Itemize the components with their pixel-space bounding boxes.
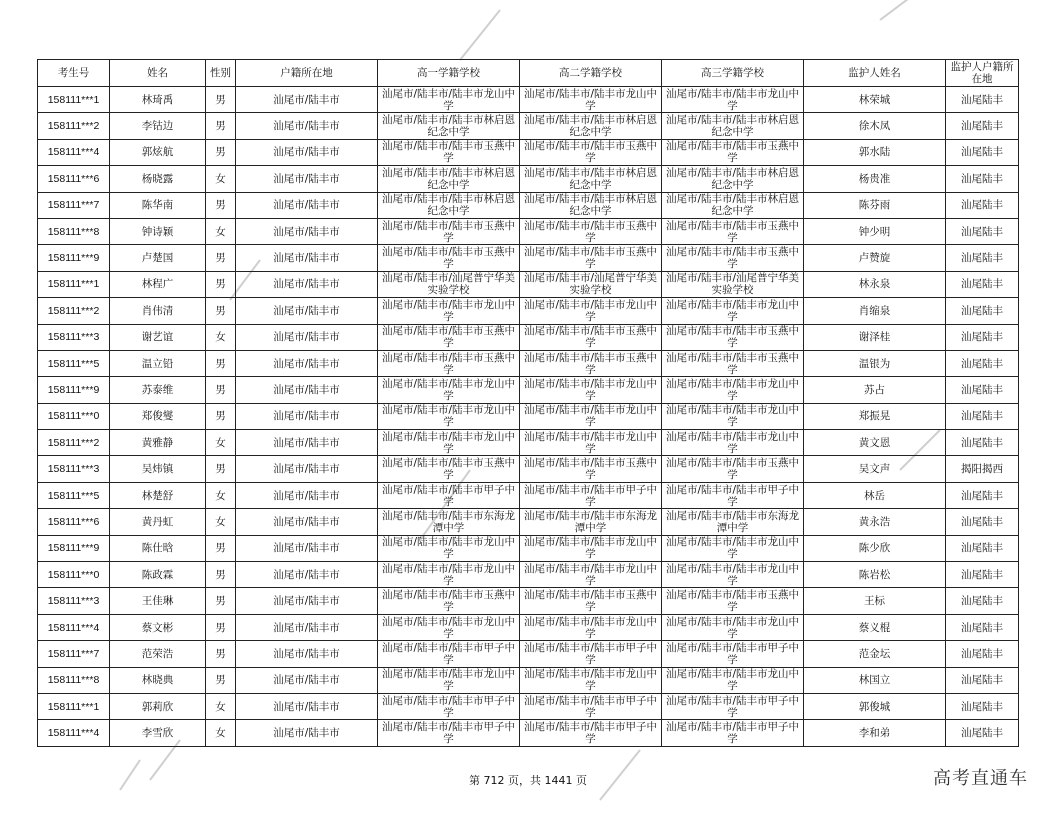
gender-cell: 男 bbox=[206, 377, 236, 403]
candidate-table bbox=[37, 59, 1019, 747]
grade3-school-cell: 汕尾市/陆丰市/陆丰市龙山中学 bbox=[662, 298, 804, 324]
grade1-school-cell: 汕尾市/陆丰市/陆丰市玉燕中学 bbox=[378, 456, 520, 482]
table-row bbox=[38, 456, 1019, 482]
guardian-household-cell: 汕尾陆丰 bbox=[946, 535, 1019, 561]
grade2-school-cell: 汕尾市/陆丰市/陆丰市玉燕中学 bbox=[520, 218, 662, 244]
candidate-id-cell: 158111***0 bbox=[38, 562, 110, 588]
candidate-id-cell: 158111***1 bbox=[38, 693, 110, 719]
grade1-school-cell: 汕尾市/陆丰市/陆丰市玉燕中学 bbox=[378, 218, 520, 244]
guardian-household-cell: 汕尾陆丰 bbox=[946, 218, 1019, 244]
candidate-id-cell: 158111***2 bbox=[38, 430, 110, 456]
grade1-school-cell: 汕尾市/陆丰市/陆丰市龙山中学 bbox=[378, 403, 520, 429]
household-location-cell: 汕尾市/陆丰市 bbox=[236, 377, 378, 403]
brand-watermark-label: 高考直通车 bbox=[933, 768, 1028, 789]
household-location-cell: 汕尾市/陆丰市 bbox=[236, 588, 378, 614]
grade2-school-cell: 汕尾市/陆丰市/陆丰市龙山中学 bbox=[520, 667, 662, 693]
household-location-cell: 汕尾市/陆丰市 bbox=[236, 667, 378, 693]
gender-cell: 女 bbox=[206, 430, 236, 456]
table-row bbox=[38, 377, 1019, 403]
guardian-name-cell: 林荣城 bbox=[804, 87, 946, 113]
name-cell: 郭莉欣 bbox=[110, 693, 206, 719]
guardian-name-cell: 陈岩松 bbox=[804, 562, 946, 588]
guardian-household-cell: 汕尾陆丰 bbox=[946, 430, 1019, 456]
grade3-school-cell: 汕尾市/陆丰市/陆丰市甲子中学 bbox=[662, 693, 804, 719]
grade3-school-cell: 汕尾市/陆丰市/陆丰市龙山中学 bbox=[662, 667, 804, 693]
table-row bbox=[38, 271, 1019, 297]
grade3-school-cell: 汕尾市/陆丰市/陆丰市玉燕中学 bbox=[662, 324, 804, 350]
guardian-household-cell: 汕尾陆丰 bbox=[946, 720, 1019, 746]
guardian-household-cell: 汕尾陆丰 bbox=[946, 377, 1019, 403]
candidate-id-cell: 158111***9 bbox=[38, 377, 110, 403]
household-location-cell: 汕尾市/陆丰市 bbox=[236, 641, 378, 667]
grade2-school-cell: 汕尾市/陆丰市/陆丰市龙山中学 bbox=[520, 614, 662, 640]
name-cell: 林晓典 bbox=[110, 667, 206, 693]
name-cell: 王佳琳 bbox=[110, 588, 206, 614]
guardian-household-cell: 汕尾陆丰 bbox=[946, 482, 1019, 508]
household-location-cell: 汕尾市/陆丰市 bbox=[236, 720, 378, 746]
guardian-household-cell: 汕尾陆丰 bbox=[946, 87, 1019, 113]
grade1-school-cell: 汕尾市/陆丰市/陆丰市龙山中学 bbox=[378, 87, 520, 113]
guardian-household-cell: 汕尾陆丰 bbox=[946, 113, 1019, 139]
household-location-cell: 汕尾市/陆丰市 bbox=[236, 482, 378, 508]
grade2-school-cell: 汕尾市/陆丰市/陆丰市龙山中学 bbox=[520, 535, 662, 561]
grade1-school-cell: 汕尾市/陆丰市/陆丰市龙山中学 bbox=[378, 614, 520, 640]
household-location-cell: 汕尾市/陆丰市 bbox=[236, 509, 378, 535]
grade3-school-cell: 汕尾市/陆丰市/陆丰市龙山中学 bbox=[662, 535, 804, 561]
grade2-school-cell: 汕尾市/陆丰市/陆丰市玉燕中学 bbox=[520, 456, 662, 482]
household-location-cell: 汕尾市/陆丰市 bbox=[236, 245, 378, 271]
gender-cell: 女 bbox=[206, 218, 236, 244]
grade2-school-cell: 汕尾市/陆丰市/陆丰市玉燕中学 bbox=[520, 139, 662, 165]
gender-cell: 男 bbox=[206, 87, 236, 113]
gender-cell: 男 bbox=[206, 139, 236, 165]
candidate-id-cell: 158111***1 bbox=[38, 87, 110, 113]
name-cell: 卢楚国 bbox=[110, 245, 206, 271]
table-row bbox=[38, 298, 1019, 324]
candidate-id-cell: 158111***3 bbox=[38, 456, 110, 482]
gender-cell: 女 bbox=[206, 482, 236, 508]
household-location-cell: 汕尾市/陆丰市 bbox=[236, 456, 378, 482]
guardian-household-cell: 汕尾陆丰 bbox=[946, 693, 1019, 719]
column-header: 高一学籍学校 bbox=[378, 60, 520, 87]
name-cell: 陈政霖 bbox=[110, 562, 206, 588]
guardian-name-cell: 郭俊城 bbox=[804, 693, 946, 719]
gender-cell: 男 bbox=[206, 641, 236, 667]
candidate-id-cell: 158111***2 bbox=[38, 113, 110, 139]
table-row bbox=[38, 693, 1019, 719]
grade2-school-cell: 汕尾市/陆丰市/陆丰市甲子中学 bbox=[520, 693, 662, 719]
grade1-school-cell: 汕尾市/陆丰市/陆丰市龙山中学 bbox=[378, 667, 520, 693]
grade3-school-cell: 汕尾市/陆丰市/陆丰市龙山中学 bbox=[662, 430, 804, 456]
guardian-name-cell: 李和弟 bbox=[804, 720, 946, 746]
guardian-name-cell: 肖缩泉 bbox=[804, 298, 946, 324]
grade1-school-cell: 汕尾市/陆丰市/陆丰市玉燕中学 bbox=[378, 245, 520, 271]
gender-cell: 女 bbox=[206, 166, 236, 192]
grade1-school-cell: 汕尾市/陆丰市/陆丰市玉燕中学 bbox=[378, 139, 520, 165]
grade1-school-cell: 汕尾市/陆丰市/陆丰市甲子中学 bbox=[378, 693, 520, 719]
candidate-id-cell: 158111***9 bbox=[38, 535, 110, 561]
column-header: 户籍所在地 bbox=[236, 60, 378, 87]
column-header: 考生号 bbox=[38, 60, 110, 87]
guardian-household-cell: 汕尾陆丰 bbox=[946, 588, 1019, 614]
guardian-household-cell: 揭阳揭西 bbox=[946, 456, 1019, 482]
name-cell: 陈仕晗 bbox=[110, 535, 206, 561]
grade2-school-cell: 汕尾市/陆丰市/陆丰市玉燕中学 bbox=[520, 350, 662, 376]
guardian-name-cell: 陈少欣 bbox=[804, 535, 946, 561]
household-location-cell: 汕尾市/陆丰市 bbox=[236, 693, 378, 719]
table-header bbox=[38, 60, 1019, 87]
candidate-id-cell: 158111***0 bbox=[38, 403, 110, 429]
table-row bbox=[38, 562, 1019, 588]
guardian-household-cell: 汕尾陆丰 bbox=[946, 667, 1019, 693]
guardian-name-cell: 吴文声 bbox=[804, 456, 946, 482]
grade2-school-cell: 汕尾市/陆丰市/陆丰市甲子中学 bbox=[520, 641, 662, 667]
column-header: 监护人姓名 bbox=[804, 60, 946, 87]
gender-cell: 男 bbox=[206, 350, 236, 376]
household-location-cell: 汕尾市/陆丰市 bbox=[236, 113, 378, 139]
name-cell: 钟诗颖 bbox=[110, 218, 206, 244]
guardian-name-cell: 黄永浩 bbox=[804, 509, 946, 535]
grade3-school-cell: 汕尾市/陆丰市/陆丰市甲子中学 bbox=[662, 482, 804, 508]
gender-cell: 男 bbox=[206, 298, 236, 324]
gender-cell: 女 bbox=[206, 509, 236, 535]
gender-cell: 男 bbox=[206, 614, 236, 640]
grade2-school-cell: 汕尾市/陆丰市/陆丰市龙山中学 bbox=[520, 403, 662, 429]
grade1-school-cell: 汕尾市/陆丰市/陆丰市林启恩纪念中学 bbox=[378, 166, 520, 192]
grade2-school-cell: 汕尾市/陆丰市/陆丰市龙山中学 bbox=[520, 298, 662, 324]
name-cell: 林琦禹 bbox=[110, 87, 206, 113]
gender-cell: 男 bbox=[206, 535, 236, 561]
name-cell: 郑俊燮 bbox=[110, 403, 206, 429]
candidate-id-cell: 158111***4 bbox=[38, 720, 110, 746]
guardian-name-cell: 黄文恩 bbox=[804, 430, 946, 456]
grade2-school-cell: 汕尾市/陆丰市/陆丰市东海龙潭中学 bbox=[520, 509, 662, 535]
guardian-household-cell: 汕尾陆丰 bbox=[946, 350, 1019, 376]
table-row bbox=[38, 641, 1019, 667]
grade3-school-cell: 汕尾市/陆丰市/陆丰市玉燕中学 bbox=[662, 218, 804, 244]
table-row bbox=[38, 87, 1019, 113]
household-location-cell: 汕尾市/陆丰市 bbox=[236, 614, 378, 640]
guardian-name-cell: 林岳 bbox=[804, 482, 946, 508]
gender-cell: 男 bbox=[206, 562, 236, 588]
grade2-school-cell: 汕尾市/陆丰市/陆丰市林启恩纪念中学 bbox=[520, 192, 662, 218]
guardian-household-cell: 汕尾陆丰 bbox=[946, 139, 1019, 165]
grade3-school-cell: 汕尾市/陆丰市/陆丰市甲子中学 bbox=[662, 641, 804, 667]
candidate-id-cell: 158111***4 bbox=[38, 614, 110, 640]
guardian-household-cell: 汕尾陆丰 bbox=[946, 614, 1019, 640]
grade3-school-cell: 汕尾市/陆丰市/陆丰市玉燕中学 bbox=[662, 139, 804, 165]
household-location-cell: 汕尾市/陆丰市 bbox=[236, 192, 378, 218]
grade1-school-cell: 汕尾市/陆丰市/陆丰市甲子中学 bbox=[378, 482, 520, 508]
grade1-school-cell: 汕尾市/陆丰市/陆丰市玉燕中学 bbox=[378, 324, 520, 350]
candidate-id-cell: 158111***5 bbox=[38, 482, 110, 508]
guardian-household-cell: 汕尾陆丰 bbox=[946, 192, 1019, 218]
grade2-school-cell: 汕尾市/陆丰市/汕尾普宁华美实验学校 bbox=[520, 271, 662, 297]
column-header: 监护人户籍所在地 bbox=[946, 60, 1019, 87]
grade3-school-cell: 汕尾市/陆丰市/陆丰市玉燕中学 bbox=[662, 456, 804, 482]
table-row bbox=[38, 324, 1019, 350]
gender-cell: 男 bbox=[206, 113, 236, 139]
guardian-household-cell: 汕尾陆丰 bbox=[946, 245, 1019, 271]
household-location-cell: 汕尾市/陆丰市 bbox=[236, 324, 378, 350]
household-location-cell: 汕尾市/陆丰市 bbox=[236, 218, 378, 244]
grade1-school-cell: 汕尾市/陆丰市/陆丰市甲子中学 bbox=[378, 720, 520, 746]
grade1-school-cell: 汕尾市/陆丰市/陆丰市龙山中学 bbox=[378, 535, 520, 561]
guardian-name-cell: 卢赞旋 bbox=[804, 245, 946, 271]
table-row bbox=[38, 113, 1019, 139]
table-row bbox=[38, 535, 1019, 561]
column-header: 姓名 bbox=[110, 60, 206, 87]
guardian-name-cell: 蔡义棍 bbox=[804, 614, 946, 640]
grade1-school-cell: 汕尾市/陆丰市/陆丰市龙山中学 bbox=[378, 430, 520, 456]
grade1-school-cell: 汕尾市/陆丰市/陆丰市林启恩纪念中学 bbox=[378, 192, 520, 218]
gender-cell: 女 bbox=[206, 693, 236, 719]
grade2-school-cell: 汕尾市/陆丰市/陆丰市甲子中学 bbox=[520, 482, 662, 508]
grade1-school-cell: 汕尾市/陆丰市/陆丰市龙山中学 bbox=[378, 562, 520, 588]
grade1-school-cell: 汕尾市/陆丰市/陆丰市甲子中学 bbox=[378, 641, 520, 667]
guardian-name-cell: 温银为 bbox=[804, 350, 946, 376]
candidate-id-cell: 158111***7 bbox=[38, 641, 110, 667]
column-header: 高三学籍学校 bbox=[662, 60, 804, 87]
name-cell: 黄雅静 bbox=[110, 430, 206, 456]
grade3-school-cell: 汕尾市/陆丰市/陆丰市林启恩纪念中学 bbox=[662, 113, 804, 139]
gender-cell: 男 bbox=[206, 245, 236, 271]
household-location-cell: 汕尾市/陆丰市 bbox=[236, 298, 378, 324]
table-body bbox=[38, 87, 1019, 747]
guardian-name-cell: 苏占 bbox=[804, 377, 946, 403]
guardian-household-cell: 汕尾陆丰 bbox=[946, 562, 1019, 588]
grade3-school-cell: 汕尾市/陆丰市/陆丰市玉燕中学 bbox=[662, 350, 804, 376]
guardian-household-cell: 汕尾陆丰 bbox=[946, 641, 1019, 667]
candidate-id-cell: 158111***6 bbox=[38, 509, 110, 535]
guardian-name-cell: 杨贵准 bbox=[804, 166, 946, 192]
name-cell: 杨晓露 bbox=[110, 166, 206, 192]
column-header: 高二学籍学校 bbox=[520, 60, 662, 87]
guardian-name-cell: 郑振晃 bbox=[804, 403, 946, 429]
grade3-school-cell: 汕尾市/陆丰市/陆丰市龙山中学 bbox=[662, 562, 804, 588]
household-location-cell: 汕尾市/陆丰市 bbox=[236, 166, 378, 192]
candidate-id-cell: 158111***1 bbox=[38, 271, 110, 297]
grade2-school-cell: 汕尾市/陆丰市/陆丰市玉燕中学 bbox=[520, 245, 662, 271]
name-cell: 李钴边 bbox=[110, 113, 206, 139]
name-cell: 林楚舒 bbox=[110, 482, 206, 508]
grade3-school-cell: 汕尾市/陆丰市/陆丰市龙山中学 bbox=[662, 377, 804, 403]
guardian-name-cell: 谢泽桂 bbox=[804, 324, 946, 350]
grade3-school-cell: 汕尾市/陆丰市/陆丰市玉燕中学 bbox=[662, 245, 804, 271]
gender-cell: 女 bbox=[206, 720, 236, 746]
grade3-school-cell: 汕尾市/陆丰市/陆丰市龙山中学 bbox=[662, 614, 804, 640]
candidate-id-cell: 158111***6 bbox=[38, 166, 110, 192]
guardian-name-cell: 郭水陆 bbox=[804, 139, 946, 165]
grade2-school-cell: 汕尾市/陆丰市/陆丰市龙山中学 bbox=[520, 430, 662, 456]
grade1-school-cell: 汕尾市/陆丰市/汕尾普宁华美实验学校 bbox=[378, 271, 520, 297]
table-row bbox=[38, 245, 1019, 271]
gender-cell: 男 bbox=[206, 667, 236, 693]
table-row bbox=[38, 614, 1019, 640]
table-row bbox=[38, 482, 1019, 508]
gender-cell: 男 bbox=[206, 271, 236, 297]
table-row bbox=[38, 192, 1019, 218]
name-cell: 黄丹虹 bbox=[110, 509, 206, 535]
guardian-name-cell: 林永泉 bbox=[804, 271, 946, 297]
page-number: 第 712 页，共 1441 页 bbox=[469, 774, 587, 787]
grade3-school-cell: 汕尾市/陆丰市/陆丰市玉燕中学 bbox=[662, 588, 804, 614]
table-row bbox=[38, 403, 1019, 429]
candidate-id-cell: 158111***3 bbox=[38, 324, 110, 350]
grade1-school-cell: 汕尾市/陆丰市/陆丰市玉燕中学 bbox=[378, 350, 520, 376]
gender-cell: 男 bbox=[206, 403, 236, 429]
household-location-cell: 汕尾市/陆丰市 bbox=[236, 350, 378, 376]
household-location-cell: 汕尾市/陆丰市 bbox=[236, 87, 378, 113]
table-row bbox=[38, 139, 1019, 165]
table-row bbox=[38, 667, 1019, 693]
table-row bbox=[38, 509, 1019, 535]
guardian-household-cell: 汕尾陆丰 bbox=[946, 509, 1019, 535]
name-cell: 谢艺谊 bbox=[110, 324, 206, 350]
grade2-school-cell: 汕尾市/陆丰市/陆丰市玉燕中学 bbox=[520, 324, 662, 350]
grade3-school-cell: 汕尾市/陆丰市/陆丰市林启恩纪念中学 bbox=[662, 192, 804, 218]
household-location-cell: 汕尾市/陆丰市 bbox=[236, 403, 378, 429]
grade3-school-cell: 汕尾市/陆丰市/陆丰市龙山中学 bbox=[662, 403, 804, 429]
table-row bbox=[38, 430, 1019, 456]
guardian-name-cell: 徐木凤 bbox=[804, 113, 946, 139]
name-cell: 蔡文彬 bbox=[110, 614, 206, 640]
guardian-household-cell: 汕尾陆丰 bbox=[946, 298, 1019, 324]
guardian-household-cell: 汕尾陆丰 bbox=[946, 166, 1019, 192]
grade1-school-cell: 汕尾市/陆丰市/陆丰市林启恩纪念中学 bbox=[378, 113, 520, 139]
grade3-school-cell: 汕尾市/陆丰市/陆丰市东海龙潭中学 bbox=[662, 509, 804, 535]
table-row bbox=[38, 350, 1019, 376]
name-cell: 肖伟清 bbox=[110, 298, 206, 324]
grade2-school-cell: 汕尾市/陆丰市/陆丰市林启恩纪念中学 bbox=[520, 113, 662, 139]
candidate-id-cell: 158111***8 bbox=[38, 667, 110, 693]
candidate-id-cell: 158111***4 bbox=[38, 139, 110, 165]
name-cell: 陈华南 bbox=[110, 192, 206, 218]
candidate-id-cell: 158111***3 bbox=[38, 588, 110, 614]
name-cell: 苏泰维 bbox=[110, 377, 206, 403]
guardian-household-cell: 汕尾陆丰 bbox=[946, 324, 1019, 350]
gender-cell: 男 bbox=[206, 192, 236, 218]
table-row bbox=[38, 720, 1019, 746]
grade2-school-cell: 汕尾市/陆丰市/陆丰市龙山中学 bbox=[520, 87, 662, 113]
grade2-school-cell: 汕尾市/陆丰市/陆丰市林启恩纪念中学 bbox=[520, 166, 662, 192]
gender-cell: 男 bbox=[206, 456, 236, 482]
candidate-id-cell: 158111***8 bbox=[38, 218, 110, 244]
grade2-school-cell: 汕尾市/陆丰市/陆丰市玉燕中学 bbox=[520, 588, 662, 614]
name-cell: 李雪欣 bbox=[110, 720, 206, 746]
candidate-id-cell: 158111***7 bbox=[38, 192, 110, 218]
header-row bbox=[38, 60, 1019, 87]
guardian-name-cell: 王标 bbox=[804, 588, 946, 614]
household-location-cell: 汕尾市/陆丰市 bbox=[236, 139, 378, 165]
household-location-cell: 汕尾市/陆丰市 bbox=[236, 562, 378, 588]
grade1-school-cell: 汕尾市/陆丰市/陆丰市东海龙潭中学 bbox=[378, 509, 520, 535]
household-location-cell: 汕尾市/陆丰市 bbox=[236, 535, 378, 561]
guardian-name-cell: 钟少明 bbox=[804, 218, 946, 244]
name-cell: 温立铅 bbox=[110, 350, 206, 376]
grade1-school-cell: 汕尾市/陆丰市/陆丰市龙山中学 bbox=[378, 298, 520, 324]
grade3-school-cell: 汕尾市/陆丰市/汕尾普宁华美实验学校 bbox=[662, 271, 804, 297]
name-cell: 郭炫航 bbox=[110, 139, 206, 165]
grade2-school-cell: 汕尾市/陆丰市/陆丰市龙山中学 bbox=[520, 377, 662, 403]
guardian-name-cell: 范金坛 bbox=[804, 641, 946, 667]
gender-cell: 女 bbox=[206, 324, 236, 350]
grade1-school-cell: 汕尾市/陆丰市/陆丰市玉燕中学 bbox=[378, 588, 520, 614]
candidate-id-cell: 158111***2 bbox=[38, 298, 110, 324]
gender-cell: 男 bbox=[206, 588, 236, 614]
guardian-household-cell: 汕尾陆丰 bbox=[946, 271, 1019, 297]
table-row bbox=[38, 218, 1019, 244]
name-cell: 范荣浩 bbox=[110, 641, 206, 667]
household-location-cell: 汕尾市/陆丰市 bbox=[236, 430, 378, 456]
grade1-school-cell: 汕尾市/陆丰市/陆丰市龙山中学 bbox=[378, 377, 520, 403]
grade2-school-cell: 汕尾市/陆丰市/陆丰市甲子中学 bbox=[520, 720, 662, 746]
candidate-id-cell: 158111***9 bbox=[38, 245, 110, 271]
table-row bbox=[38, 588, 1019, 614]
grade2-school-cell: 汕尾市/陆丰市/陆丰市龙山中学 bbox=[520, 562, 662, 588]
name-cell: 吴炜镇 bbox=[110, 456, 206, 482]
candidate-id-cell: 158111***5 bbox=[38, 350, 110, 376]
grade3-school-cell: 汕尾市/陆丰市/陆丰市龙山中学 bbox=[662, 87, 804, 113]
guardian-household-cell: 汕尾陆丰 bbox=[946, 403, 1019, 429]
household-location-cell: 汕尾市/陆丰市 bbox=[236, 271, 378, 297]
guardian-name-cell: 林国立 bbox=[804, 667, 946, 693]
grade3-school-cell: 汕尾市/陆丰市/陆丰市林启恩纪念中学 bbox=[662, 166, 804, 192]
column-header: 性别 bbox=[206, 60, 236, 87]
grade3-school-cell: 汕尾市/陆丰市/陆丰市甲子中学 bbox=[662, 720, 804, 746]
table-row bbox=[38, 166, 1019, 192]
guardian-name-cell: 陈芬雨 bbox=[804, 192, 946, 218]
name-cell: 林程广 bbox=[110, 271, 206, 297]
